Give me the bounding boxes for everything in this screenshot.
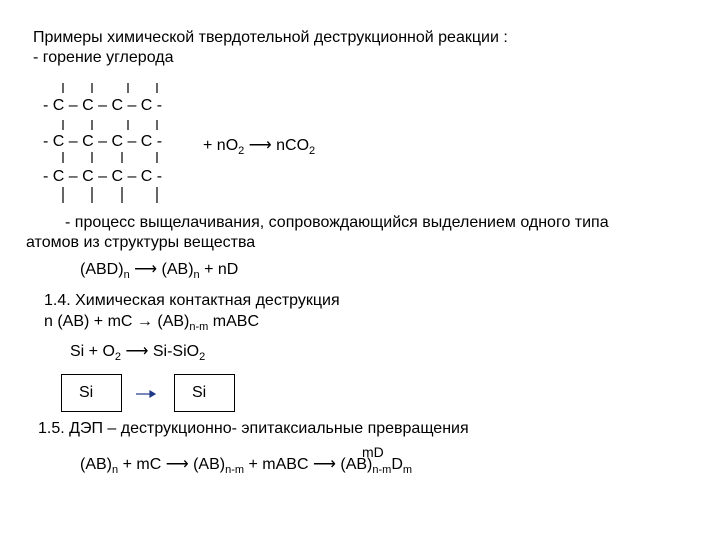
si-box-left-label: Si <box>79 384 94 401</box>
reaction-arrow: ⟶ <box>248 137 272 154</box>
carbon-chain-row-3: - C – C – C – C - <box>43 168 163 185</box>
reaction-arrow: ⟶ <box>134 261 158 278</box>
leaching-equation: $(ABD)_n$ ⟶ $(AB)_n$ + nD <box>80 261 239 281</box>
section-1-4-equation: n (AB) + mC → $(AB)_{n-m}$ mABC <box>44 313 260 333</box>
carbon-burning-bullet: - горение углерода <box>33 49 174 66</box>
si-box-right-label: Si <box>192 384 207 401</box>
leaching-description-line2: атомов из структуры вещества <box>26 234 256 251</box>
reaction-arrow: ⟶ <box>165 456 189 473</box>
arrow-label-md: mD <box>362 444 384 460</box>
silicon-oxidation-equation: $Si + O_2$ ⟶ Si-SiO$_2$ <box>70 343 206 363</box>
section-1-4-title: 1.4. Химическая контактная деструкция <box>44 292 340 309</box>
reaction-arrow: → <box>136 313 153 330</box>
si-box-right <box>174 374 235 412</box>
reaction-arrow: ⟶ <box>312 456 336 473</box>
carbon-equation: + $nO_2$ ⟶ nCO$_2$ <box>203 137 316 157</box>
leaching-description-line1: - процесс выщелачивания, сопровождающийся выделением одного типа <box>65 214 609 231</box>
page-heading: Примеры химической твердотельной деструкционной реакции : <box>33 29 508 46</box>
carbon-chain-row-2: - C – C – C – C - <box>43 133 163 150</box>
section-1-5-title: 1.5. ДЭП – деструкционно- эпитаксиальные превращения <box>38 420 469 437</box>
reaction-arrow: ⟶ <box>125 343 149 360</box>
section-1-5-equation: $(AB)_n$ + mC ⟶ $(AB)_{n-m}$ + mABC ⟶ $(AB)_{n-m}D_m$ <box>80 456 413 476</box>
si-box-left <box>61 374 122 412</box>
si-transfer-arrow <box>136 391 155 397</box>
carbon-chain-row-1: - C – C – C – C - <box>43 97 163 114</box>
